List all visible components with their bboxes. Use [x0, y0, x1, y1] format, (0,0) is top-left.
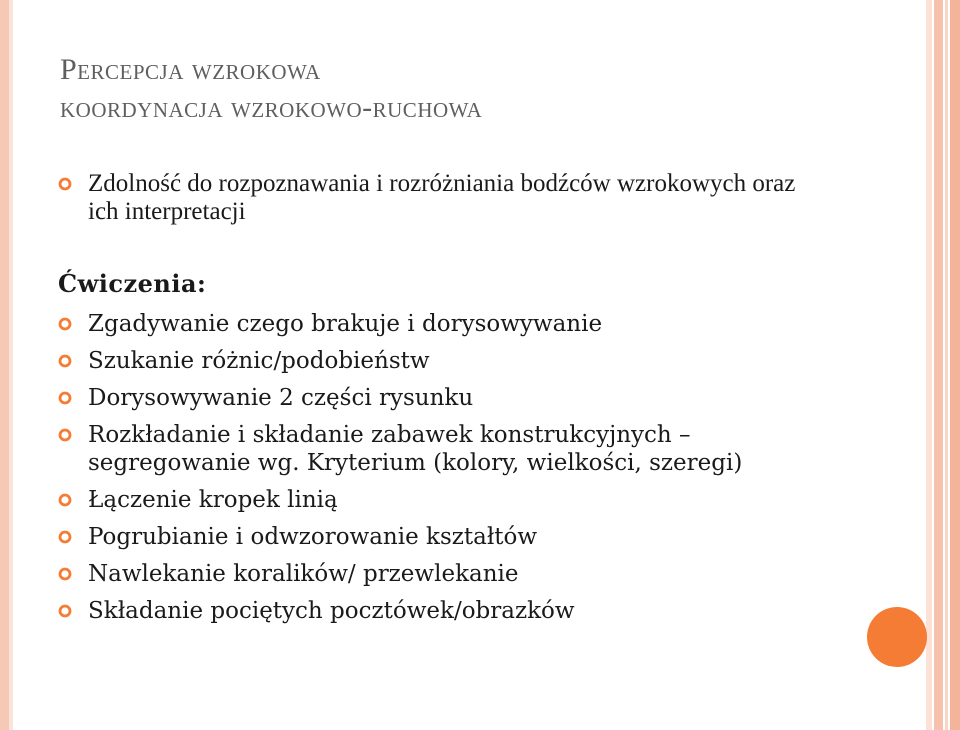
right-border-stripe-3: [945, 0, 948, 730]
bullet-icon: [58, 567, 72, 581]
slide-content: [58, 170, 798, 634]
bullet-icon: [58, 604, 72, 618]
bullet-icon: [58, 354, 72, 368]
bullet-icon: [58, 177, 72, 191]
slide-title-line1: Percepcja wzrokowa: [60, 53, 321, 86]
intro-item: [58, 170, 798, 226]
exercise-item: [58, 347, 798, 375]
slide-title: [60, 52, 482, 126]
exercise-item: [58, 486, 798, 514]
exercise-item-text: Rozkładanie i składanie zabawek konstrukcyjnych – segregowanie wg. Kryterium (kolory, wielkości, szeregi): [88, 422, 743, 476]
bullet-icon: [58, 428, 72, 442]
bullet-icon: [58, 530, 72, 544]
exercise-item-text: Nawlekanie koralików/ przewlekanie: [88, 561, 519, 587]
exercise-item-text: Składanie pociętych pocztówek/obrazków: [88, 598, 575, 624]
left-border-stripe: [0, 0, 9, 730]
right-border-stripe-4: [950, 0, 960, 730]
intro-list: [58, 170, 798, 226]
exercise-item-text: Szukanie różnic/podobieństw: [88, 348, 430, 374]
exercise-item-text: Łączenie kropek linią: [88, 487, 338, 513]
exercise-item: [58, 523, 798, 551]
bullet-icon: [58, 391, 72, 405]
bullet-icon: [58, 317, 72, 331]
intro-item-text: Zdolność do rozpoznawania i rozróżniania bodźców wzrokowych oraz ich interpretacji: [88, 170, 796, 225]
exercise-list: [58, 310, 798, 625]
exercises-heading: Ćwiczenia:: [58, 269, 207, 298]
exercise-item-text: Pogrubianie i odwzorowanie kształtów: [88, 524, 538, 550]
exercise-item: [58, 597, 798, 625]
exercise-item: [58, 421, 798, 477]
orange-circle-decoration: [867, 607, 927, 667]
exercise-item: [58, 560, 798, 588]
exercise-item-text: Zgadywanie czego brakuje i dorysowywanie: [88, 311, 603, 337]
right-border-stripe-1: [926, 0, 932, 730]
bullet-icon: [58, 493, 72, 507]
slide-title-line2: koordynacja wzrokowo-ruchowa: [60, 91, 483, 124]
exercise-item: [58, 310, 798, 338]
exercise-item: [58, 384, 798, 412]
left-border-stripe-inner: [9, 0, 13, 730]
exercise-item-text: Dorysowywanie 2 części rysunku: [88, 385, 474, 411]
right-border-stripe-2: [934, 0, 943, 730]
